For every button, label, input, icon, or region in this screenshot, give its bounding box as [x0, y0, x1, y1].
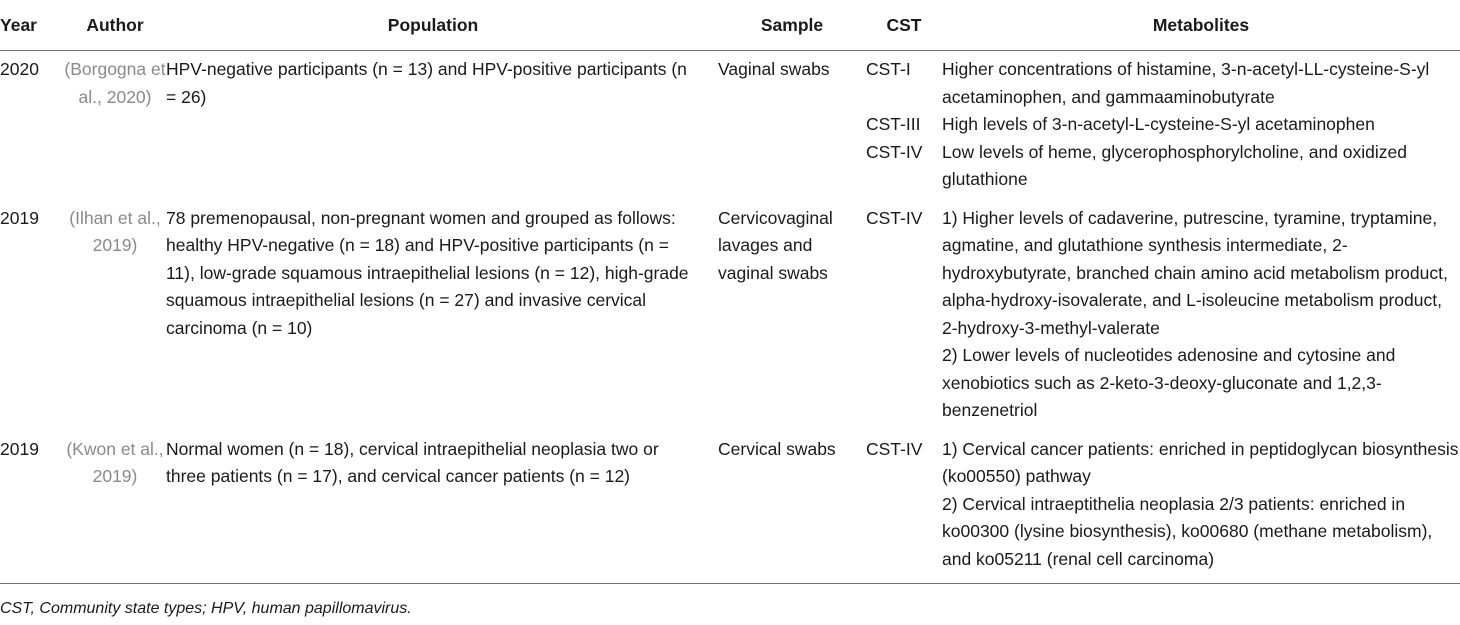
cell-metabolites — [942, 431, 1460, 584]
cell-sample: Cervical swabs — [718, 431, 866, 584]
metabolite-entry: 1) Higher levels of cadaverine, putrescine, tyramine, tryptamine, agmatine, and glutathione synthesis intermediate, 2-hydroxybutyrate, branched chain amino acid metabolism product, alpha-hydroxy-isovalerate, and L-isoleucine metabolism product, 2-hydroxy-3-methyl-valerate — [942, 207, 1448, 338]
table-row — [0, 51, 1460, 200]
cst-label: CST-IV — [866, 207, 923, 228]
cell-author-link[interactable] — [64, 431, 166, 584]
metabolite-entry: 2) Cervical intraeptithelia neoplasia 2/3 patients: enriched in ko00300 (lysine biosynthesis), ko00680 (methane metabolism), and ko05211 (renal cell carcinoma) — [942, 493, 1433, 569]
cell-population: Normal women (n = 18), cervical intraepithelial neoplasia two or three patients (n = 17), and cervical cancer patients (n = 12) — [166, 431, 718, 584]
cst-label: CST-IV — [866, 141, 923, 162]
cell-sample: Vaginal swabs — [718, 59, 830, 79]
cell-author-link[interactable] — [64, 51, 166, 200]
header-cst: CST — [866, 0, 942, 51]
header-sample: Sample — [718, 0, 866, 51]
cell-metabolites — [942, 51, 1460, 200]
metabolite-entry: 1) Cervical cancer patients: enriched in peptidoglycan biosynthesis (ko00550) pathway — [942, 438, 1459, 486]
cst-label: CST-III — [866, 114, 921, 134]
metabolite-entry: High levels of 3-n-acetyl-L-cysteine-S-yl acetaminophen — [942, 114, 1375, 134]
cell-metabolites — [942, 200, 1460, 431]
cell-cst — [866, 431, 942, 584]
cst-label: CST-I — [866, 59, 911, 79]
cell-population: HPV-negative participants (n = 13) and HPV-positive participants (n = 26) — [166, 59, 687, 107]
cell-year: 2019 — [0, 431, 64, 584]
author-citation[interactable]: (Ilhan et al., 2019) — [69, 207, 161, 255]
author-citation[interactable]: (Kwon et al., 2019) — [66, 438, 164, 486]
cell-cst — [866, 51, 942, 200]
header-metabolites: Metabolites — [942, 0, 1460, 51]
table-row — [0, 200, 1460, 431]
table-header-row — [0, 0, 1460, 51]
cell-population: 78 premenopausal, non-pregnant women and grouped as follows: healthy HPV-negative (n = 18) and HPV-positive participants (n = 11), low-grade squamous intraepithelial lesions (n = 12), high-grade squamous intraepithelial lesions (n = 27) and invasive cervical carcinoma (n = 10) — [166, 207, 689, 338]
cell-sample: Cervicovaginal lavages and vaginal swabs — [718, 207, 833, 283]
table-footnote: CST, Community state types; HPV, human papillomavirus. — [0, 600, 412, 617]
header-year: Year — [0, 0, 64, 51]
metabolite-entry: Higher concentrations of histamine, 3-n-acetyl-LL-cysteine-S-yl acetaminophen, and gammaaminobutyrate — [942, 59, 1430, 107]
cell-year: 2019 — [0, 207, 39, 228]
author-citation[interactable]: (Borgogna et al., 2020) — [64, 59, 166, 107]
header-population: Population — [166, 0, 718, 51]
cst-label: CST-IV — [866, 438, 923, 459]
cell-cst — [866, 200, 942, 431]
cell-author-link[interactable] — [64, 200, 166, 431]
header-author: Author — [64, 0, 166, 51]
table-row — [0, 431, 1460, 584]
metabolite-entry: Low levels of heme, glycerophosphorylcholine, and oxidized glutathione — [942, 141, 1407, 189]
cell-year: 2020 — [0, 59, 39, 79]
metabolite-entry: 2) Lower levels of nucleotides adenosine and cytosine and xenobiotics such as 2-keto-3-deoxy-gluconate and 1,2,3-benzenetriol — [942, 345, 1396, 420]
